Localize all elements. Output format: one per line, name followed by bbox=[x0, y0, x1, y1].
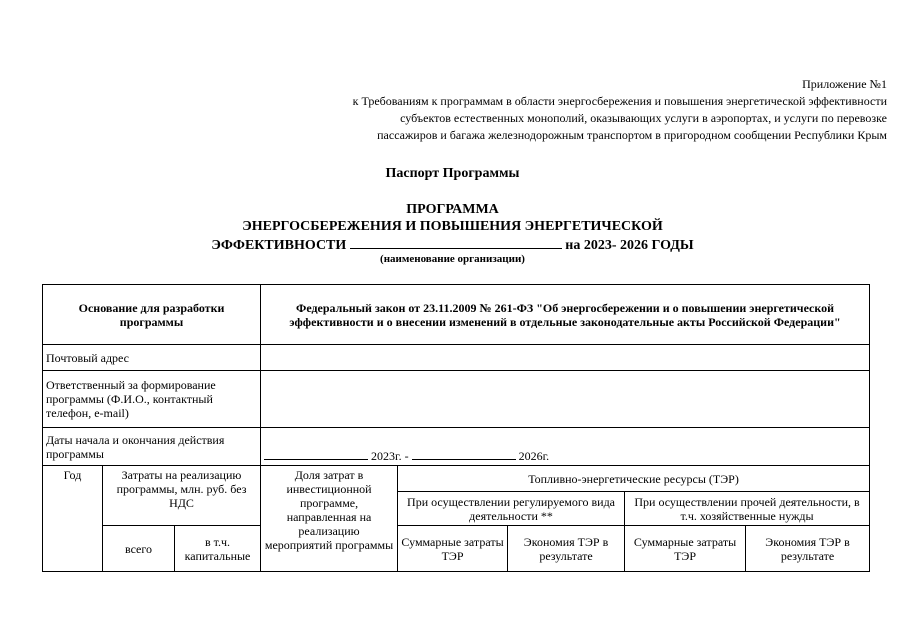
program-title-prefix: ЭФФЕКТИВНОСТИ bbox=[211, 238, 347, 253]
organization-name-note: (наименование организации) bbox=[380, 253, 525, 265]
program-title-line-3 bbox=[0, 235, 905, 254]
start-date-suffix: 2023г. - bbox=[371, 449, 409, 463]
dates-label: Даты начала и окончания действия программы bbox=[43, 428, 261, 466]
program-title-line-1: ПРОГРАММА bbox=[406, 202, 499, 217]
col-costs: Затраты на реализацию программы, млн. руб. без НДС bbox=[103, 466, 261, 526]
program-title-line-2: ЭНЕРГОСБЕРЕЖЕНИЯ И ПОВЫШЕНИЯ ЭНЕРГЕТИЧЕСКОЙ bbox=[242, 219, 663, 234]
dates-row bbox=[43, 428, 870, 466]
col-capital: в т.ч. капитальные bbox=[175, 526, 261, 572]
col-other: При осуществлении прочей деятельности, в т.ч. хозяйственные нужды bbox=[625, 492, 870, 526]
organization-name-blank[interactable] bbox=[350, 235, 562, 249]
program-title bbox=[0, 201, 905, 254]
col-total: всего bbox=[103, 526, 175, 572]
appendix-line-1: Приложение №1 bbox=[802, 77, 887, 91]
passport-table bbox=[42, 284, 870, 572]
end-date-blank[interactable] bbox=[412, 447, 516, 460]
appendix-block bbox=[267, 76, 887, 144]
postal-value-field[interactable] bbox=[261, 345, 870, 371]
postal-label: Почтовый адрес bbox=[43, 345, 261, 371]
basis-value: Федеральный закон от 23.11.2009 № 261-ФЗ "Об энергосбережении и о повышении энергетической эффективности и о внесении изменений в отдельные законодательные акты Российской Федерации" bbox=[261, 285, 870, 345]
col-sum-ter-other: Суммарные затраты ТЭР bbox=[625, 526, 746, 572]
dates-value bbox=[261, 428, 870, 466]
responsible-row bbox=[43, 371, 870, 428]
col-share: Доля затрат в инвестиционной программе, направленная на реализацию мероприятий программы bbox=[261, 466, 398, 572]
program-title-suffix: на 2023- 2026 ГОДЫ bbox=[565, 238, 694, 253]
col-ter: Топливно-энергетические ресурсы (ТЭР) bbox=[398, 466, 870, 492]
start-date-blank[interactable] bbox=[264, 447, 368, 460]
col-econ-ter-other: Экономия ТЭР в результате bbox=[746, 526, 870, 572]
postal-row bbox=[43, 345, 870, 371]
col-year: Год bbox=[43, 466, 103, 572]
end-date-suffix: 2026г. bbox=[518, 449, 550, 463]
passport-title: Паспорт Программы bbox=[385, 166, 520, 181]
header-row-1 bbox=[43, 466, 870, 492]
appendix-line-4: пассажиров и багажа железнодорожным транспортом в пригородном сообщении Республики Крым bbox=[377, 128, 887, 142]
appendix-line-2: к Требованиям к программам в области энергосбережения и повышения энергетической эффективности bbox=[352, 94, 887, 108]
basis-row bbox=[43, 285, 870, 345]
responsible-label: Ответственный за формирование программы (Ф.И.О., контактный телефон, e-mail) bbox=[43, 371, 261, 428]
col-sum-ter-regulated: Суммарные затраты ТЭР bbox=[398, 526, 508, 572]
col-regulated: При осуществлении регулируемого вида деятельности ** bbox=[398, 492, 625, 526]
basis-label: Основание для разработки программы bbox=[43, 285, 261, 345]
header-row-4 bbox=[43, 526, 870, 572]
responsible-value-field[interactable] bbox=[261, 371, 870, 428]
appendix-line-3: субъектов естественных монополий, оказывающих услуги в аэропортах, и услуги по перевозке bbox=[400, 111, 887, 125]
col-econ-ter-regulated: Экономия ТЭР в результате bbox=[508, 526, 625, 572]
